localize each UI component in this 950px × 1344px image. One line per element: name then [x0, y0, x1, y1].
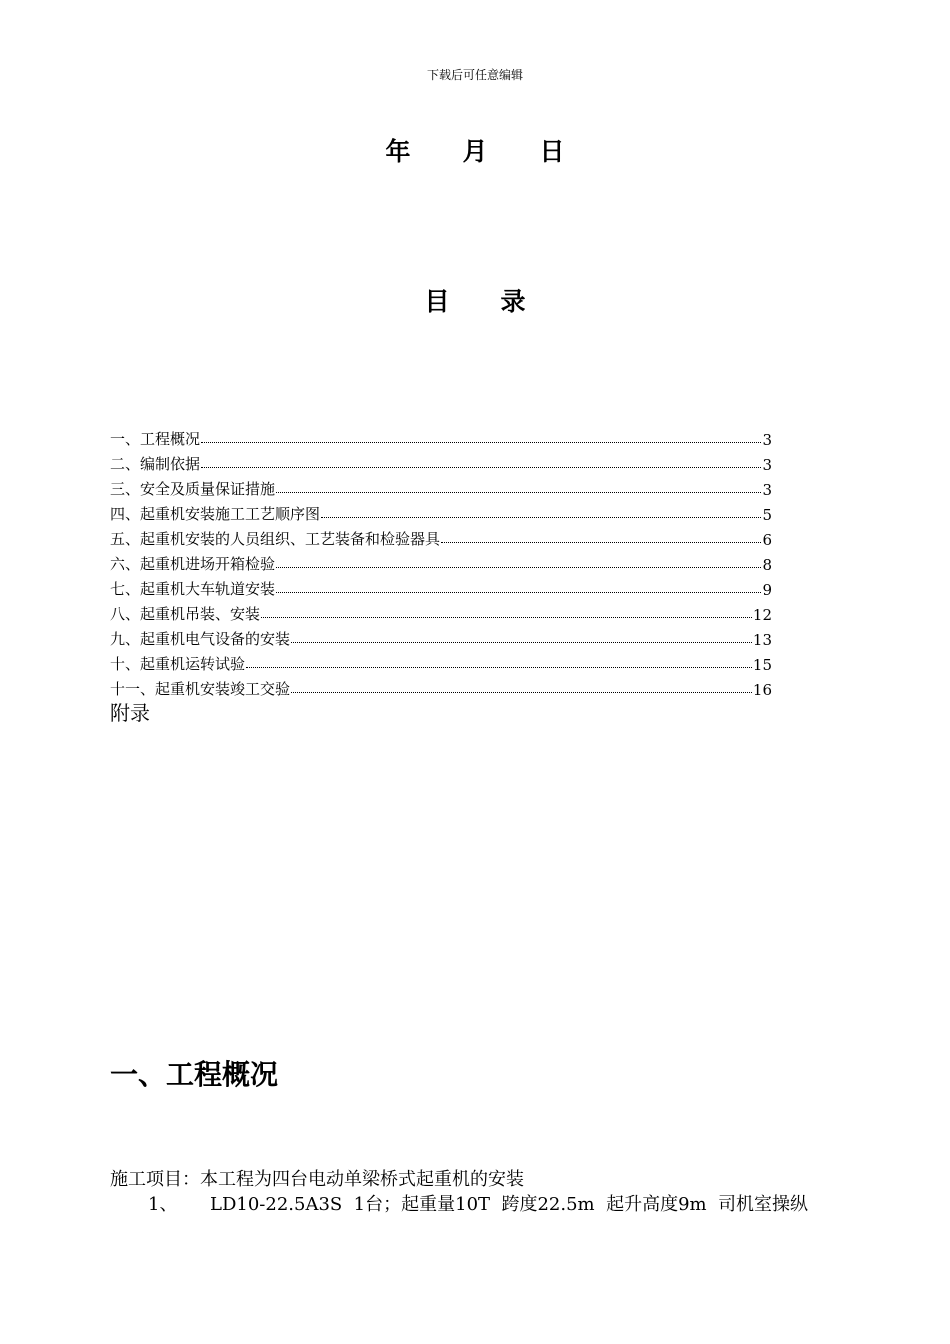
- header-note: 下载后可任意编辑: [426, 68, 523, 82]
- toc-leader-dots: [276, 491, 761, 493]
- date-line: [0, 132, 950, 168]
- toc-entry[interactable]: [110, 599, 772, 624]
- crane-spec-item: [148, 1190, 808, 1216]
- toc-leader-dots: [321, 516, 761, 518]
- toc-entry-label: 五、起重机安装的人员组织、工艺装备和检验器具: [110, 530, 441, 548]
- toc-entry-page: 12: [752, 606, 772, 624]
- toc-entry-label: 十、起重机运转试验: [110, 655, 246, 673]
- toc-leader-dots: [201, 466, 761, 468]
- toc-entry-page: 3: [762, 481, 772, 499]
- toc-entry-label: 四、起重机安装施工工艺顺序图: [110, 505, 321, 523]
- toc-entry-page: 3: [762, 431, 772, 449]
- toc-leader-dots: [276, 591, 761, 593]
- toc-title-char1: 目: [424, 287, 450, 316]
- date-year: 年: [385, 137, 411, 166]
- toc-entry[interactable]: [110, 424, 772, 449]
- toc-leader-dots: [441, 541, 761, 543]
- toc-entry-label: 六、起重机进场开箱检验: [110, 555, 276, 573]
- toc-entry-page: 9: [762, 581, 772, 599]
- toc-entry-page: 13: [752, 631, 772, 649]
- toc-leader-dots: [291, 641, 752, 643]
- toc-entry[interactable]: [110, 674, 772, 699]
- section-heading: 一、工程概况: [110, 1058, 279, 1091]
- toc-entry[interactable]: [110, 524, 772, 549]
- toc-entry-label: 十一、起重机安装竣工交验: [110, 680, 291, 698]
- toc-entry-label: 二、编制依据: [110, 455, 201, 473]
- toc-entry-label: 七、起重机大车轨道安装: [110, 580, 276, 598]
- toc-leader-dots: [291, 691, 752, 693]
- toc-entry[interactable]: [110, 449, 772, 474]
- toc-entry-page: 15: [752, 656, 772, 674]
- toc-entry[interactable]: [110, 549, 772, 574]
- toc-entry-page: 6: [762, 531, 772, 549]
- toc-title: [0, 282, 950, 318]
- crane-spec-text: LD10-22.5A3S 1台；起重量10T 跨度22.5m 起升高度9m 司机室操纵: [210, 1194, 809, 1215]
- table-of-contents: [110, 424, 772, 699]
- toc-entry[interactable]: [110, 574, 772, 599]
- toc-title-char2: 录: [500, 287, 526, 316]
- date-day: 日: [539, 137, 565, 166]
- appendix-label: 附录: [110, 701, 150, 725]
- toc-entry-page: 16: [752, 681, 772, 699]
- toc-entry[interactable]: [110, 499, 772, 524]
- toc-entry-label: 一、工程概况: [110, 430, 201, 448]
- toc-entry-page: 8: [762, 556, 772, 574]
- toc-entry[interactable]: [110, 474, 772, 499]
- toc-leader-dots: [261, 616, 752, 618]
- toc-entry-label: 三、安全及质量保证措施: [110, 480, 276, 498]
- toc-leader-dots: [201, 441, 761, 443]
- project-description: 施工项目：本工程为四台电动单梁桥式起重机的安装: [110, 1169, 524, 1190]
- toc-leader-dots: [276, 566, 761, 568]
- crane-spec-number: 1、: [148, 1194, 178, 1215]
- toc-entry-label: 八、起重机吊装、安装: [110, 605, 261, 623]
- toc-entry-label: 九、起重机电气设备的安装: [110, 630, 291, 648]
- date-month: 月: [462, 137, 488, 166]
- toc-entry[interactable]: [110, 649, 772, 674]
- toc-entry[interactable]: [110, 624, 772, 649]
- toc-entry-page: 5: [762, 506, 772, 524]
- toc-leader-dots: [246, 666, 752, 668]
- toc-entry-page: 3: [762, 456, 772, 474]
